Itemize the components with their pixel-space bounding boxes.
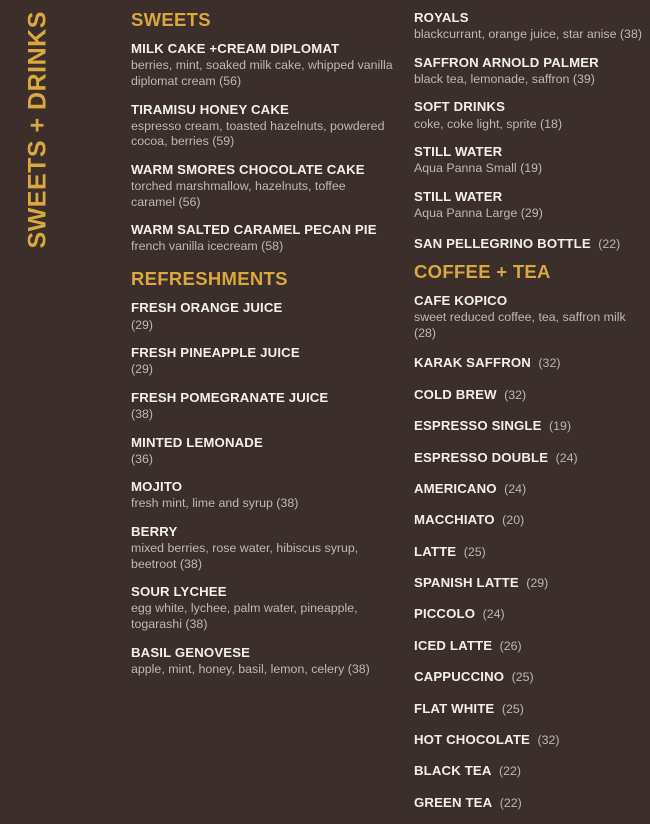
item-name: SOFT DRINKS xyxy=(414,99,506,115)
menu-item xyxy=(414,385,642,404)
item-name: BLACK TEA xyxy=(414,763,492,779)
item-price: (29) xyxy=(526,576,549,591)
item-name: BASIL GENOVESE xyxy=(131,644,251,660)
menu-item xyxy=(414,761,642,780)
item-description: blackcurrant, orange juice, star anise (38) xyxy=(414,27,642,42)
menu-item xyxy=(131,300,393,333)
item-name: ESPRESSO DOUBLE xyxy=(414,449,549,465)
item-name: LATTE xyxy=(414,543,457,559)
item-name: STILL WATER xyxy=(414,188,503,204)
item-name: FRESH ORANGE JUICE xyxy=(131,300,283,316)
item-name: KARAK SAFFRON xyxy=(414,355,531,371)
item-name: FRESH PINEAPPLE JUICE xyxy=(131,345,300,361)
item-price: (32) xyxy=(538,356,561,371)
item-price: (29) xyxy=(131,362,154,377)
item-price: (20) xyxy=(502,513,525,528)
item-name: FRESH POMEGRANATE JUICE xyxy=(131,389,329,405)
menu-item xyxy=(131,584,393,632)
menu-item xyxy=(414,730,642,749)
item-name: ROYALS xyxy=(414,10,469,25)
item-price: (22) xyxy=(499,764,522,779)
item-description: Aqua Panna Large (29) xyxy=(414,205,543,220)
item-price: (32) xyxy=(537,732,560,747)
item-name: FLAT WHITE xyxy=(414,700,495,716)
menu-item xyxy=(131,645,393,678)
menu-item xyxy=(414,542,642,561)
item-name: HOT CHOCOLATE xyxy=(414,731,530,747)
item-name: MINTED LEMONADE xyxy=(131,434,263,450)
item-name: SAFFRON ARNOLD PALMER xyxy=(414,54,599,70)
item-description: berries, mint, soaked milk cake, whipped vanilla diplomat cream (56) xyxy=(131,58,393,89)
item-description: fresh mint, lime and syrup (38) xyxy=(131,496,299,511)
item-name: CAFE KOPICO xyxy=(414,293,508,309)
item-name: SAN PELLEGRINO BOTTLE xyxy=(414,235,591,251)
item-price: (25) xyxy=(501,701,524,716)
menu-item xyxy=(131,479,393,512)
item-price: (22) xyxy=(598,236,621,251)
item-description: torched marshmallow, hazelnuts, toffee caramel (56) xyxy=(131,179,346,209)
menu-item xyxy=(414,99,642,132)
item-name: ICED LATTE xyxy=(414,637,493,653)
menu-item xyxy=(414,353,642,372)
item-name: ESPRESSO SINGLE xyxy=(414,418,542,434)
menu-item xyxy=(131,345,393,378)
menu-item xyxy=(414,144,642,177)
item-name: BERRY xyxy=(131,524,178,540)
right-column xyxy=(414,10,642,824)
menu-item xyxy=(414,55,642,88)
item-name: AMERICANO xyxy=(414,480,497,496)
item-description: sweet reduced coffee, tea, saffron milk (28) xyxy=(414,310,626,340)
menu-item xyxy=(414,448,642,467)
menu-item xyxy=(414,10,642,43)
item-name: COLD BREW xyxy=(414,386,497,402)
item-name: STILL WATER xyxy=(414,144,503,160)
menu-item xyxy=(414,479,642,498)
item-name: MACCHIATO xyxy=(414,512,495,528)
menu-item xyxy=(414,573,642,592)
item-name: MOJITO xyxy=(131,479,183,495)
section-heading-coffee-tea: COFFEE + TEA xyxy=(414,260,551,282)
menu-item xyxy=(414,604,642,623)
item-price: (32) xyxy=(504,387,527,402)
item-description: egg white, lychee, palm water, pineapple, togarashi (38) xyxy=(131,601,358,632)
item-description: espresso cream, toasted hazelnuts, powdered cocoa, berries (59) xyxy=(131,118,385,149)
menu-item xyxy=(131,41,393,89)
menu-item xyxy=(414,234,642,253)
menu-item xyxy=(414,667,642,686)
menu-item xyxy=(414,189,642,222)
menu-item xyxy=(131,222,393,255)
menu-item xyxy=(414,416,642,435)
item-price: (25) xyxy=(463,544,486,559)
item-price: (19) xyxy=(549,419,572,434)
section-heading-refreshments: REFRESHMENTS xyxy=(131,268,288,290)
menu-item xyxy=(414,699,642,718)
item-name: PICCOLO xyxy=(414,606,476,622)
menu-item xyxy=(131,435,393,468)
item-price: (25) xyxy=(511,670,534,685)
menu-item xyxy=(131,102,393,150)
item-description: apple, mint, honey, basil, lemon, celery (38) xyxy=(131,661,370,676)
item-name: GREEN TEA xyxy=(414,794,493,810)
item-name: WARM SMORES CHOCOLATE CAKE xyxy=(131,162,365,178)
item-price: (38) xyxy=(131,406,154,421)
item-name: SOUR LYCHEE xyxy=(131,584,227,600)
item-description: mixed berries, rose water, hibiscus syrup, beetroot (38) xyxy=(131,541,359,571)
item-price: (29) xyxy=(131,317,154,332)
menu-side-title: SWEETS + DRINKS xyxy=(23,11,52,249)
item-name: SPANISH LATTE xyxy=(414,575,519,591)
menu-item xyxy=(414,793,642,812)
item-description: french vanilla icecream (58) xyxy=(131,239,284,254)
section-heading-sweets: SWEETS xyxy=(131,9,211,30)
menu-item xyxy=(131,390,393,423)
menu-item xyxy=(414,293,642,341)
item-name: CAPPUCCINO xyxy=(414,669,505,685)
item-description: black tea, lemonade, saffron (39) xyxy=(414,71,595,86)
item-price: (26) xyxy=(499,638,522,653)
vertical-title-area xyxy=(0,0,120,700)
item-price: (24) xyxy=(555,450,578,465)
left-column xyxy=(131,10,393,689)
menu-item xyxy=(414,510,642,529)
item-description: coke, coke light, sprite (18) xyxy=(414,116,563,131)
item-description: Aqua Panna Small (19) xyxy=(414,161,543,176)
menu-item xyxy=(131,524,393,572)
item-name: WARM SALTED CARAMEL PECAN PIE xyxy=(131,222,377,238)
menu-item xyxy=(414,636,642,655)
item-price: (24) xyxy=(504,481,527,496)
item-price: (24) xyxy=(482,607,505,622)
item-price: (22) xyxy=(499,795,522,810)
menu-item xyxy=(131,162,393,210)
item-name: TIRAMISU HONEY CAKE xyxy=(131,101,289,117)
item-name: MILK CAKE +CREAM DIPLOMAT xyxy=(131,41,340,57)
item-price: (36) xyxy=(131,451,154,466)
